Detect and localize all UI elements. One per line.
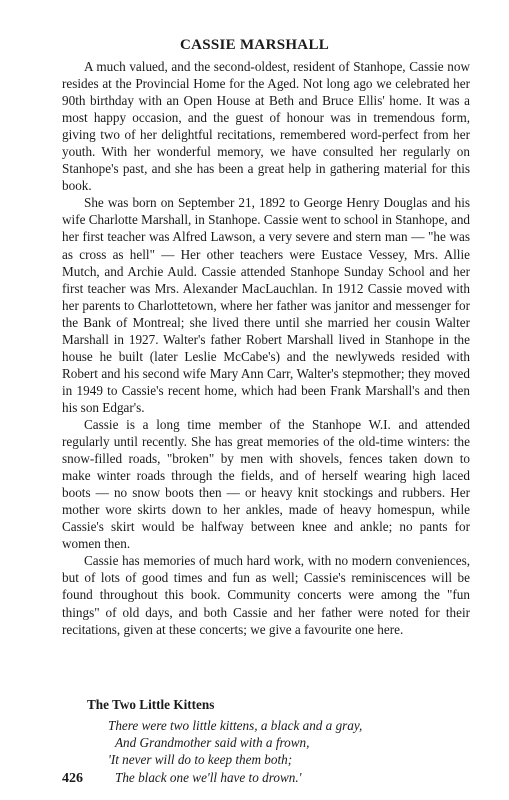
page-number: 426 [62,771,83,786]
paragraph: She was born on September 21, 1892 to George Henry Douglas and his wife Charlotte Marshall, in Stanhope. Cassie went to school in Stanhope, and her first teacher was Alfred Lawson, a very severe and stern man — "he was as cross as hell" — Her other teachers were Eustace Vessey, Mrs. Allie Mutch, and Archie Auld. Cassie attended Stanhope Sunday School and her first teacher was Mrs. Alexander MacLauchlan. In 1912 Cassie moved with her parents to Charlottetown, where her father was janitor and messenger for the Bank of Montreal; she lived there until she married her cousin Walter Marshall in 1927. Walter's father Robert Marshall lived in Stanhope in the house he built (later Leslie McCabe's) and the newlyweds resided with Robert and his second wife Mary Ann Carr, Walter's stepmother; they moved in 1949 to Cassie's recent home, which had been Frank Marshall's and then his son Edgar's. [62,195,471,415]
paragraph: A much valued, and the second-oldest, resident of Stanhope, Cassie now resides at the Provincial Home for the Aged. Not long ago we celebrated her 90th birthday with an Open House at Beth and Bruce Ellis' home. It was a most happy occasion, and the guest of honour was in tremendous form, giving two of her delightful recitations, remembered word-perfect from her youth. With her wonderful memory, we have consulted her regularly on Stanhope's past, and she has been a great help in gathering material for this book. [62,59,470,194]
poem-title: The Two Little Kittens [87,697,215,712]
poem-line: The black one we'll have to drown.' [115,769,302,785]
poem-line: And Grandmother said with a frown, [115,735,310,751]
page-title: CASSIE MARSHALL [179,37,330,53]
paragraph: Cassie is a long time member of the Stanhope W.I. and attended regularly until recently. She has great memories of the old-time winters: the snow-filled roads, "broken" by men with shovels, fences taken down to make winter roads through the fields, and of herself wearing high laced boots — no snow boots then — or heavy knit stockings and rubbers. Her mother wore skirts down to her ankles, made of heavy homespun, while Cassie's skirt would be halfway between knee and ankle; no pants for women then. [62,416,470,552]
poem-block [108,717,468,786]
article-body [62,58,470,638]
poem-line: 'It never will do to keep them both; [108,752,293,768]
poem-line: There were two little kittens, a black and a gray, [108,718,363,733]
paragraph: Cassie has memories of much hard work, with no modern conveniences, but of lots of good times and fun as well; Cassie's reminiscences will be found throughout this book. Community concerts were among the "fun things" of old days, and both Cassie and her father were noted for their recitations, given at these concerts; we give a favourite one here. [62,553,470,637]
